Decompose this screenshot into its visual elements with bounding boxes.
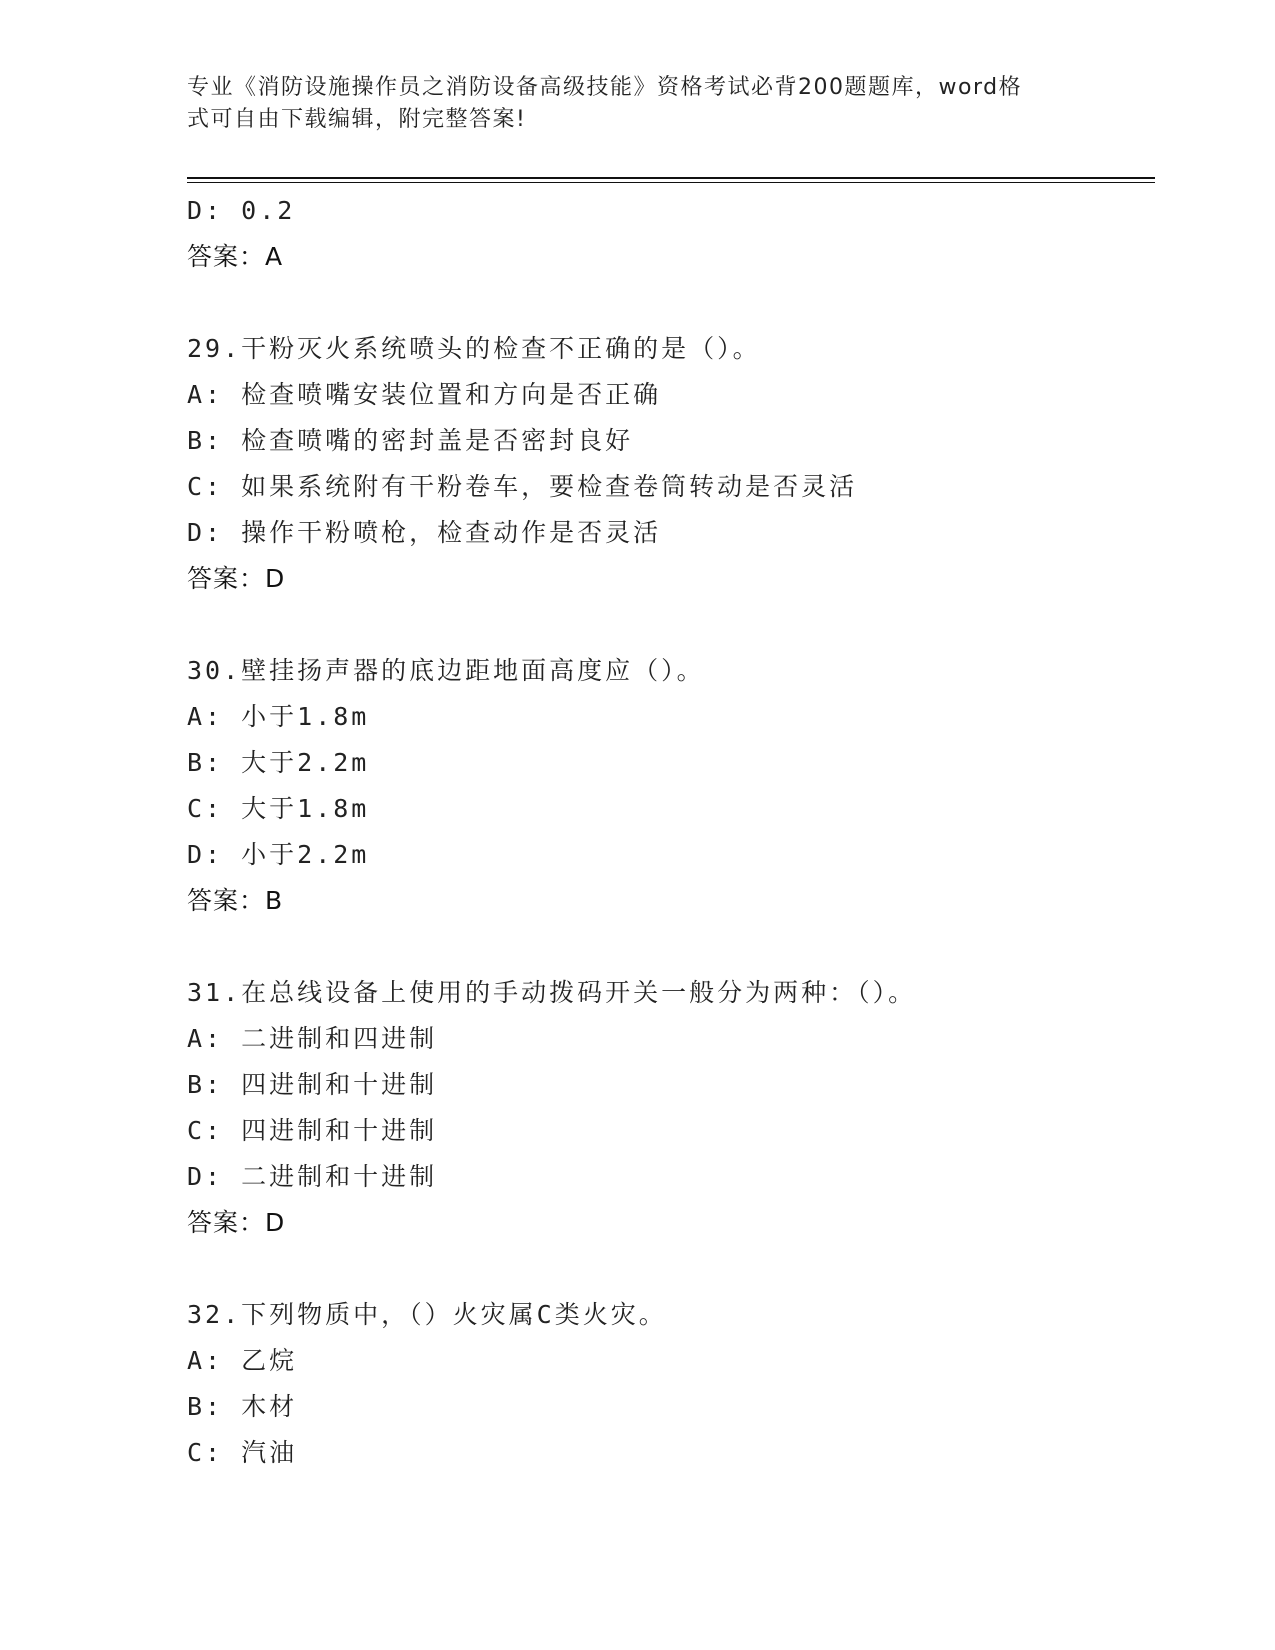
question-stem: 32.下列物质中，（）火灾属C类火灾。 [187,1300,667,1329]
option-b: B: 木材 [187,1392,298,1421]
answer-line: 答案：B [187,886,284,915]
answer-line: 答案：D [187,564,286,593]
option-a: A: 小于1.8m [187,702,370,731]
option-c: C: 汽油 [187,1438,298,1467]
option-a: A: 检查喷嘴安装位置和方向是否正确 [187,380,662,409]
option-b: B: 检查喷嘴的密封盖是否密封良好 [187,426,634,455]
question-list [187,188,1147,1476]
question-stem: 30.壁挂扬声器的底边距地面高度应（）。 [187,656,705,685]
question-31 [187,970,1147,1246]
question-stem: 31.在总线设备上使用的手动拨码开关一般分为两种：（）。 [187,978,917,1007]
document-header [187,72,1067,136]
option-c: C: 四进制和十进制 [187,1116,438,1145]
answer-line: 答案：A [187,242,284,271]
option-b: B: 大于2.2m [187,748,370,777]
option-a: A: 乙烷 [187,1346,298,1375]
option-d: D: 0.2 [187,196,296,225]
header-line-2: 式可自由下载编辑，附完整答案! [187,107,527,132]
question-29 [187,326,1147,602]
header-divider-thin [187,182,1155,183]
question-32 [187,1292,1147,1476]
option-a: A: 二进制和四进制 [187,1024,438,1053]
question-28-tail [187,188,1147,280]
option-b: B: 四进制和十进制 [187,1070,438,1099]
option-d: D: 操作干粉喷枪，检查动作是否灵活 [187,518,662,547]
option-c: C: 如果系统附有干粉卷车，要检查卷筒转动是否灵活 [187,472,858,501]
answer-line: 答案：D [187,1208,286,1237]
question-stem: 29.干粉灭火系统喷头的检查不正确的是（）。 [187,334,761,363]
option-d: D: 二进制和十进制 [187,1162,438,1191]
option-d: D: 小于2.2m [187,840,370,869]
option-c: C: 大于1.8m [187,794,370,823]
question-30 [187,648,1147,924]
header-divider-thick [187,177,1155,179]
header-line-1: 专业《消防设施操作员之消防设备高级技能》资格考试必背200题题库，word格 [187,75,1023,100]
